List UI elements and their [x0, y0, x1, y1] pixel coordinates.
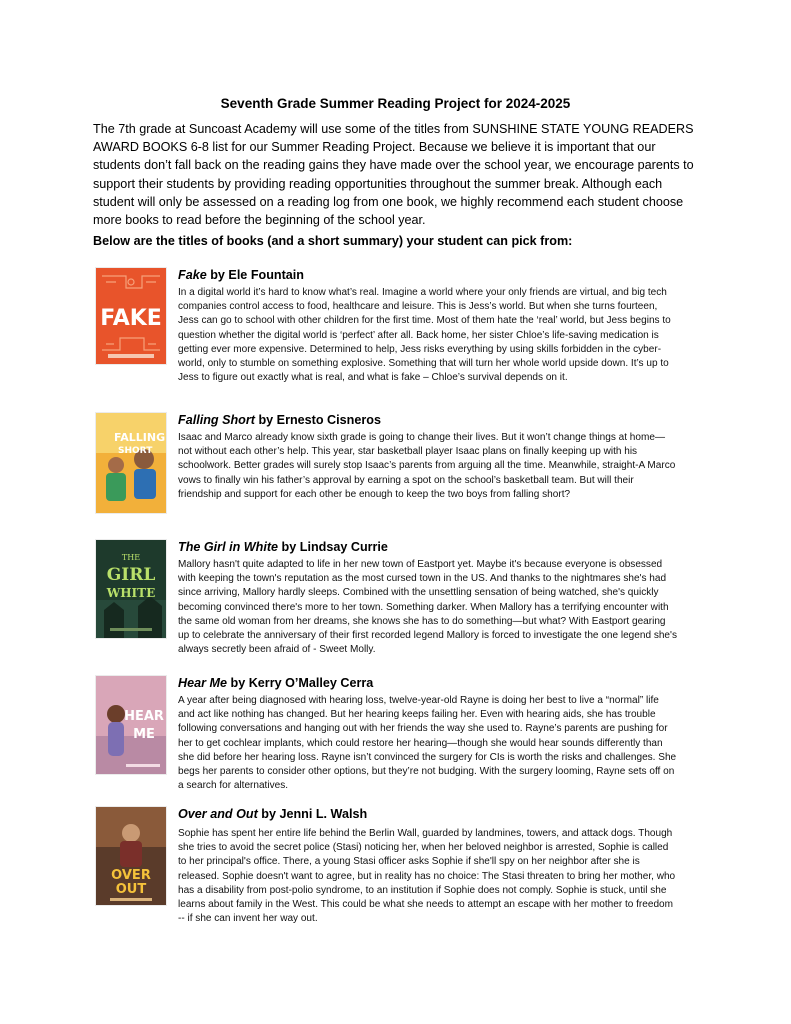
book-summary: Mallory hasn't quite adapted to life in her new town of Eastport yet. Maybe it's because everyone is obsessed with keeping the town's reputation as the most cursed town in the US. And thanks to the nightmares she's had since arriving, Mallory hardly sleeps. Combined with the unsettling sensation of being watched, she's quickly becoming convinced there's more to her town. Something darker. When Mallory has a terrifying encounter with the same old woman from her dreams, she knows she has to do something—but what? With Eastport gearing up to celebrate the anniversary of their first recorded legend Mallory is forced to investigate the one legend she's always secretly been afraid of - Sweet Molly.: [178, 559, 677, 656]
svg-text:HEAR: HEAR: [124, 709, 164, 724]
svg-text:SHORT: SHORT: [118, 446, 153, 456]
over-and-out-cover-art: [96, 807, 166, 905]
svg-text:WHITE: WHITE: [106, 586, 156, 600]
book-summary: A year after being diagnosed with hearing loss, twelve-year-old Rayne is doing her best to live a “normal” life and act like nothing has changed. But her hearing keeps failing her. Even with hearing aids, she has trouble following conversations and hanging out with her friends the way she used to. Rayne’s parents are pushing for her to get cochlear implants, which could restore her hearing—though she would hear sounds differently than she did before her hearing loss. Rayne isn’t convinced the surgery for CIs is worth the risks and challenges. She begs her parents to consider other options, but they’re not budging. With the surgery looming, Rayne sets off on a search for alternatives.: [178, 695, 677, 792]
svg-text:OUT: OUT: [115, 882, 147, 897]
book-title-line: [178, 540, 388, 554]
book-title: Falling Short: [178, 413, 255, 427]
svg-text:OVER: OVER: [111, 868, 151, 883]
svg-text:ME: ME: [133, 727, 155, 742]
book-title: Over and Out: [178, 807, 258, 821]
book-title: The Girl in White: [178, 540, 279, 554]
intro-paragraph: The 7th grade at Suncoast Academy will use some of the titles from SUNSHINE STATE YOUNG READERS AWARD BOOKS 6-8 list for our Summer Reading Project. Because we believe it is important that our students don’t fall back on the reading gains they have made over the school year, we encourage parents to support their students by providing reading opportunities throughout the summer break. Although each student will only be assessed on a reading log from one book, we highly recommend each student choose more books to read before the beginning of the school year.: [93, 122, 694, 228]
book-title-line: [178, 676, 373, 690]
book-list-heading: Below are the titles of books (and a short summary) your student can pick from:: [93, 234, 573, 248]
falling-short-cover-art: [96, 413, 166, 513]
book-cover-fake: [96, 268, 166, 364]
book-author: by Jenni L. Walsh: [257, 807, 368, 821]
book-author: by Ernesto Cisneros: [254, 413, 381, 427]
book-title-line: [178, 807, 367, 821]
book-author: by Lindsay Currie: [278, 540, 388, 554]
book-summary: In a digital world it’s hard to know what’s real. Imagine a world where your only friends are virtual, and big tech companies control access to food, healthcare and leisure. This is Jess’s world. But when she turns fourteen, Jess can go to school with other children for the first time. Most of them hate the ‘real’ world, but Jess begins to question whether the digital world is ‘perfect’ after all. Back home, her sister Chloe’s life-saving medication is getting ever more expensive. Determined to help, Jess risks everything by using skills forbidden in the cyber-world, only to stumble on something explosive. Something that will turn her whole world upside down. It’s up to Jess to figure out exactly what is real, and what is fake – Chloe’s survival depends on it.: [178, 287, 671, 384]
svg-text:FALLING: FALLING: [114, 431, 166, 444]
book-title: Hear Me: [178, 676, 227, 690]
svg-text:FAKE: FAKE: [100, 306, 162, 331]
fake-cover-art: [96, 268, 166, 364]
book-summary: Sophie has spent her entire life behind the Berlin Wall, guarded by landmines, towers, and attack dogs. Though she tries to avoid the secret police (Stasi) noticing her, when her beloved neighbor is arrested, Sophie is called to her principal's office. There, a young Stasi officer asks Sophie if she'll spy on her neighbor after she is released. Sophie doesn't want to agree, but in reality has no choice: The Stasi threaten to bring her mother, who has a disability from post-polio syndrome, to an institution if Sophie does not comply. Sophie is stuck, until she learns about family in the West. This could be what she needs to attempt an escape with her mother to freedom -- if she can invent her way out.: [178, 828, 676, 925]
book-cover-hear-me: [96, 676, 166, 774]
book-title-line: [178, 413, 381, 427]
book-cover-falling-short: [96, 413, 166, 513]
book-title-line: [178, 268, 304, 282]
page-title: Seventh Grade Summer Reading Project for 2024-2025: [220, 96, 571, 111]
svg-text:GIRL: GIRL: [106, 565, 156, 585]
book-summary: Isaac and Marco already know sixth grade is going to change their lives. But it won’t change things at home—not without each other’s help. This year, star basketball player Isaac plans on finally keeping up with his schoolwork. Better grades will surely stop Isaac’s parents from arguing all the time. Meanwhile, straight-A Marco vows to finally win his father’s approval by earning a spot on the school’s basketball team. But will their friendship and support for each other be enough to keep the two boys from falling short?: [178, 432, 676, 500]
book-cover-girl-in-white: [96, 540, 166, 638]
book-author: by Kerry O’Malley Cerra: [227, 676, 374, 690]
book-author: by Ele Fountain: [206, 268, 304, 282]
girl-in-white-cover-art: [96, 540, 166, 638]
book-cover-over-and-out: [96, 807, 166, 905]
hear-me-cover-art: [96, 676, 166, 774]
svg-text:THE: THE: [121, 553, 141, 562]
book-title: Fake: [178, 268, 207, 282]
